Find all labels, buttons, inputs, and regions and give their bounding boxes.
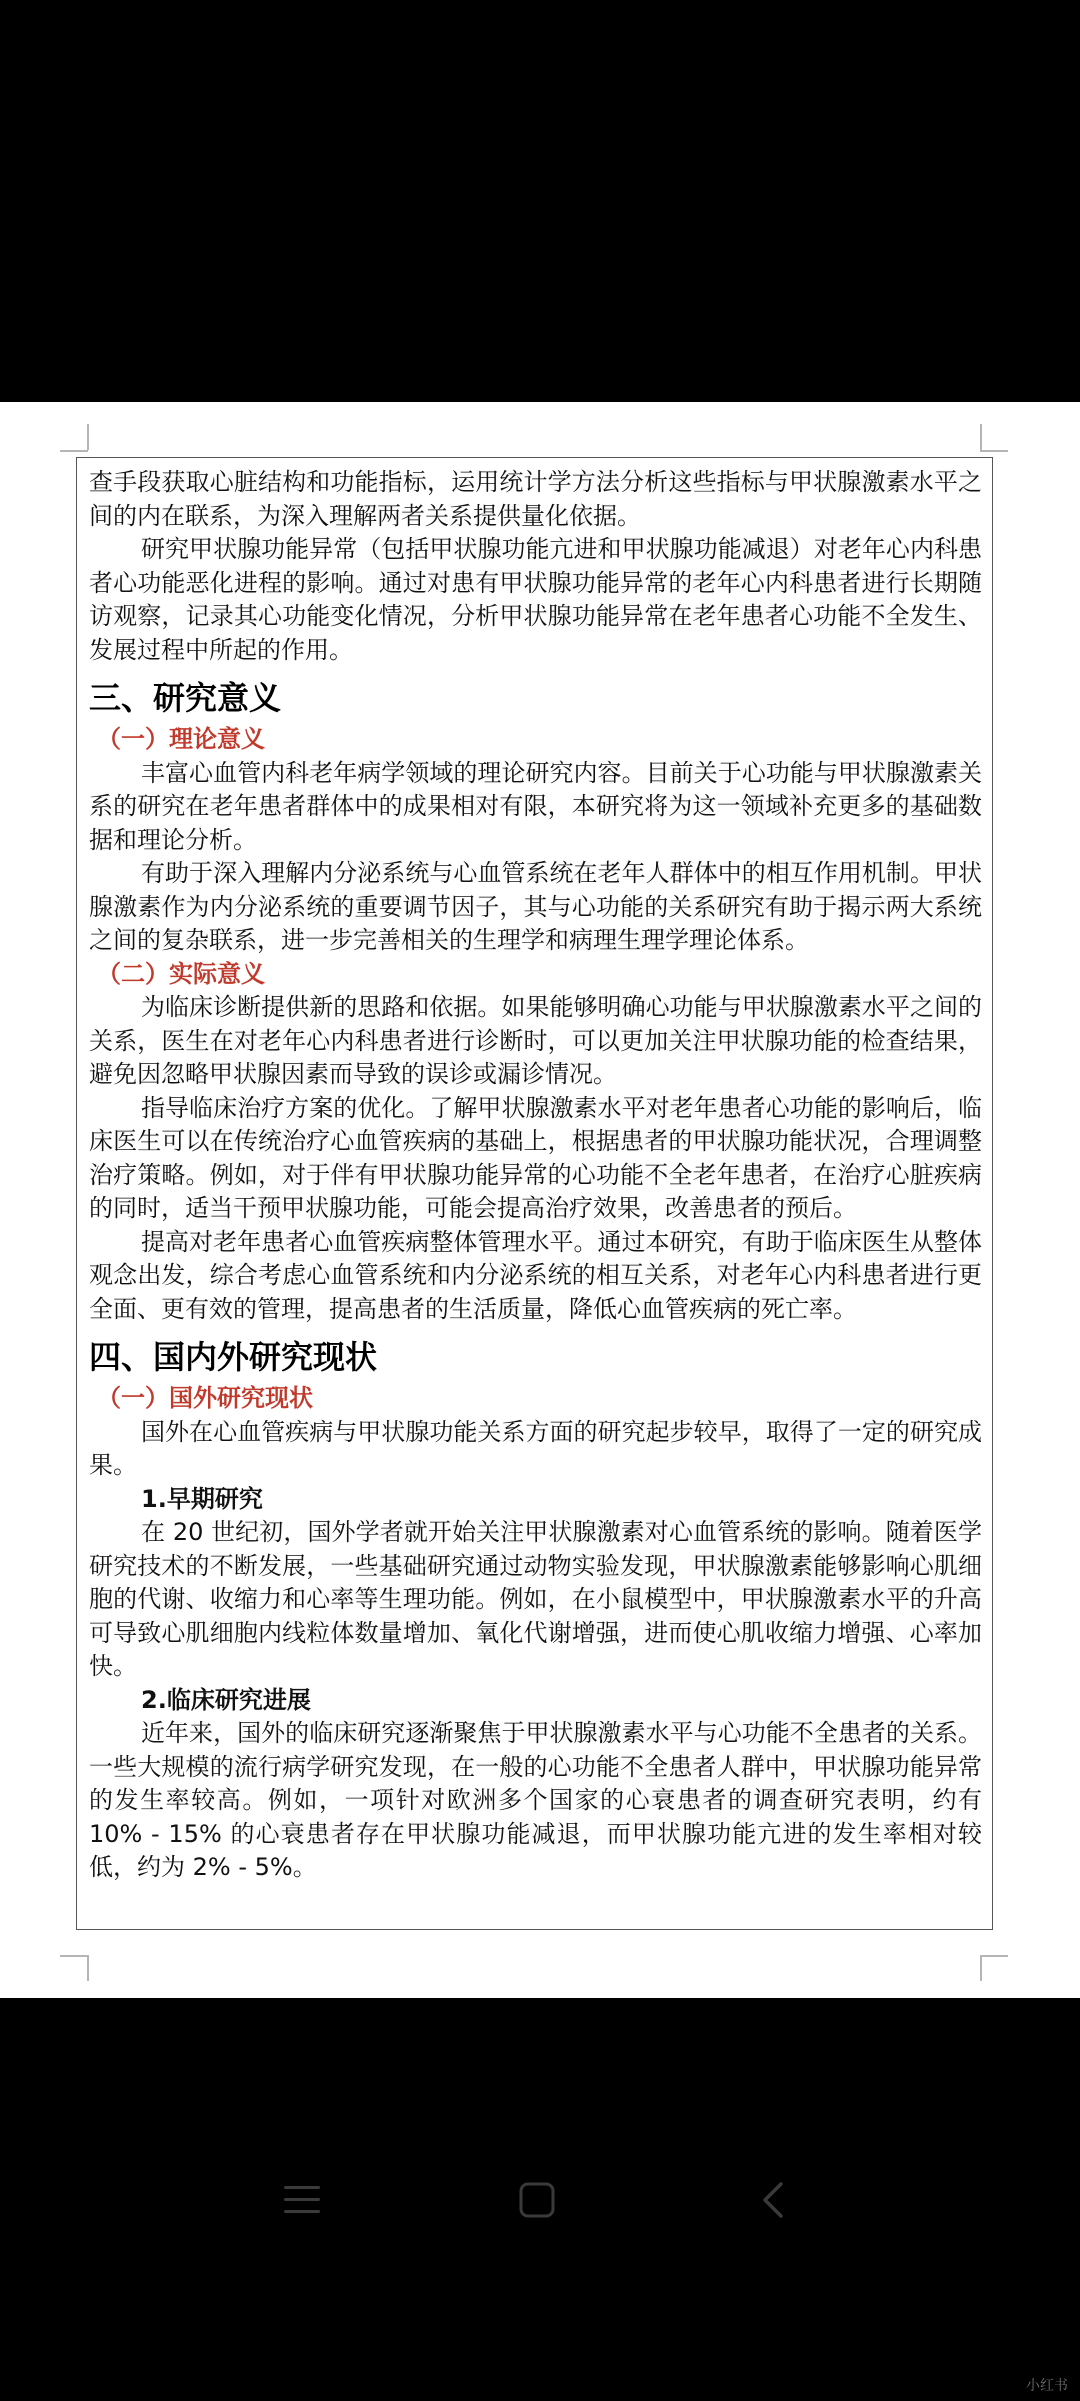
paragraph-clinical-progress: 近年来，国外的临床研究逐渐聚焦于甲状腺激素水平与心功能不全患者的关系。一些大规模的流行病学研究发现，在一般的心功能不全患者人群中，甲状腺功能异常的发生率较高。例如，一项针对欧洲多个国家的心衰患者的调查研究表明，约有 10% - 15% 的心衰患者存在甲状腺功能减退，而甲状腺功能亢进的发生率相对较低，约为 2% - 5%。 xyxy=(89,1719,982,1881)
home-button[interactable] xyxy=(507,2170,567,2230)
paragraph-methods-end: 查手段获取心脏结构和功能指标，运用统计学方法分析这些指标与甲状腺激素水平之间的内在联系，为深入理解两者关系提供量化依据。 xyxy=(89,468,982,530)
crop-mark-bottom-left-v xyxy=(87,1955,89,1981)
section-4-heading: 四、国内外研究现状 xyxy=(89,1338,378,1376)
text-frame xyxy=(76,457,993,1930)
paragraph-theory-2: 有助于深入理解内分泌系统与心血管系统在老年人群体中的相互作用机制。甲状腺激素作为内分泌系统的重要调节因子，其与心功能的关系研究有助于揭示两大系统之间的复杂联系，进一步完善相关的生理学和病理生理学理论体系。 xyxy=(89,859,982,954)
paragraph-thyroid-dysfunction: 研究甲状腺功能异常（包括甲状腺功能亢进和甲状腺功能减退）对老年心内科患者心功能恶化进程的影响。通过对患有甲状腺功能异常的老年心内科患者进行长期随访观察，记录其心功能变化情况，分析甲状腺功能异常在老年患者心功能不全发生、发展过程中所起的作用。 xyxy=(89,535,982,664)
paragraph-practice-1: 为临床诊断提供新的思路和依据。如果能够明确心功能与甲状腺激素水平之间的关系，医生在对老年心内科患者进行诊断时，可以更加关注甲状腺功能的检查结果，避免因忽略甲状腺因素而导致的误诊或漏诊情况。 xyxy=(89,993,982,1088)
back-chevron-icon xyxy=(757,2180,787,2220)
paragraph-practice-2: 指导临床治疗方案的优化。了解甲状腺激素水平对老年患者心功能的影响后，临床医生可以在传统治疗心血管疾病的基础上，根据患者的甲状腺功能状况，合理调整治疗策略。例如，对于伴有甲状腺功能异常的心功能不全老年患者，在治疗心脏疾病的同时，适当干预甲状腺功能，可能会提高治疗效果，改善患者的预后。 xyxy=(89,1093,982,1222)
watermark: 小红书 xyxy=(1026,2378,1068,2394)
crop-mark-top-left-h xyxy=(60,450,88,452)
crop-mark-top-left-v xyxy=(87,424,89,450)
crop-mark-top-right-h xyxy=(980,450,1008,452)
crop-mark-bottom-right-h xyxy=(980,1955,1008,1957)
menu-button[interactable] xyxy=(272,2170,332,2230)
crop-mark-bottom-left-h xyxy=(60,1955,88,1957)
paragraph-foreign-intro: 国外在心血管疾病与甲状腺功能关系方面的研究起步较早，取得了一定的研究成果。 xyxy=(89,1417,982,1479)
paragraph-theory-1: 丰富心血管内科老年病学领域的理论研究内容。目前关于心功能与甲状腺激素关系的研究在老年患者群体中的成果相对有限，本研究将为这一领域补充更多的基础数据和理论分析。 xyxy=(89,758,982,854)
document-page xyxy=(0,402,1080,1998)
home-square-icon xyxy=(517,2180,557,2220)
paragraph-early-research: 在 20 世纪初，国外学者就开始关注甲状腺激素对心血管系统的影响。随着医学研究技术的不断发展，一些基础研究通过动物实验发现，甲状腺激素能够影响心肌细胞的代谢、收缩力和心率等生理功能。例如，在小鼠模型中，甲状腺激素水平的升高可导致心肌细胞内线粒体数量增加、氧化代谢增强，进而使心肌收缩力增强、心率加快。 xyxy=(89,1518,982,1680)
foreign-research-heading: （一）国外研究现状 xyxy=(97,1384,313,1412)
document-body xyxy=(89,466,982,1885)
section-3-heading: 三、研究意义 xyxy=(89,679,282,717)
theoretical-significance-heading: （一）理论意义 xyxy=(97,725,265,753)
back-button[interactable] xyxy=(742,2170,802,2230)
paragraph-practice-3: 提高对老年患者心血管疾病整体管理水平。通过本研究，有助于临床医生从整体观念出发，综合考虑心血管系统和内分泌系统的相互关系，对老年心内科患者进行更全面、更有效的管理，提高患者的生活质量，降低心血管疾病的死亡率。 xyxy=(89,1227,982,1323)
menu-icon xyxy=(282,2182,322,2218)
practical-significance-heading: （二）实际意义 xyxy=(97,959,265,988)
early-research-heading: 1.早期研究 xyxy=(141,1484,263,1513)
clinical-progress-heading: 2.临床研究进展 xyxy=(141,1685,311,1714)
crop-mark-top-right-v xyxy=(980,424,982,450)
navigation-bar xyxy=(0,2150,1080,2250)
crop-mark-bottom-right-v xyxy=(980,1955,982,1981)
